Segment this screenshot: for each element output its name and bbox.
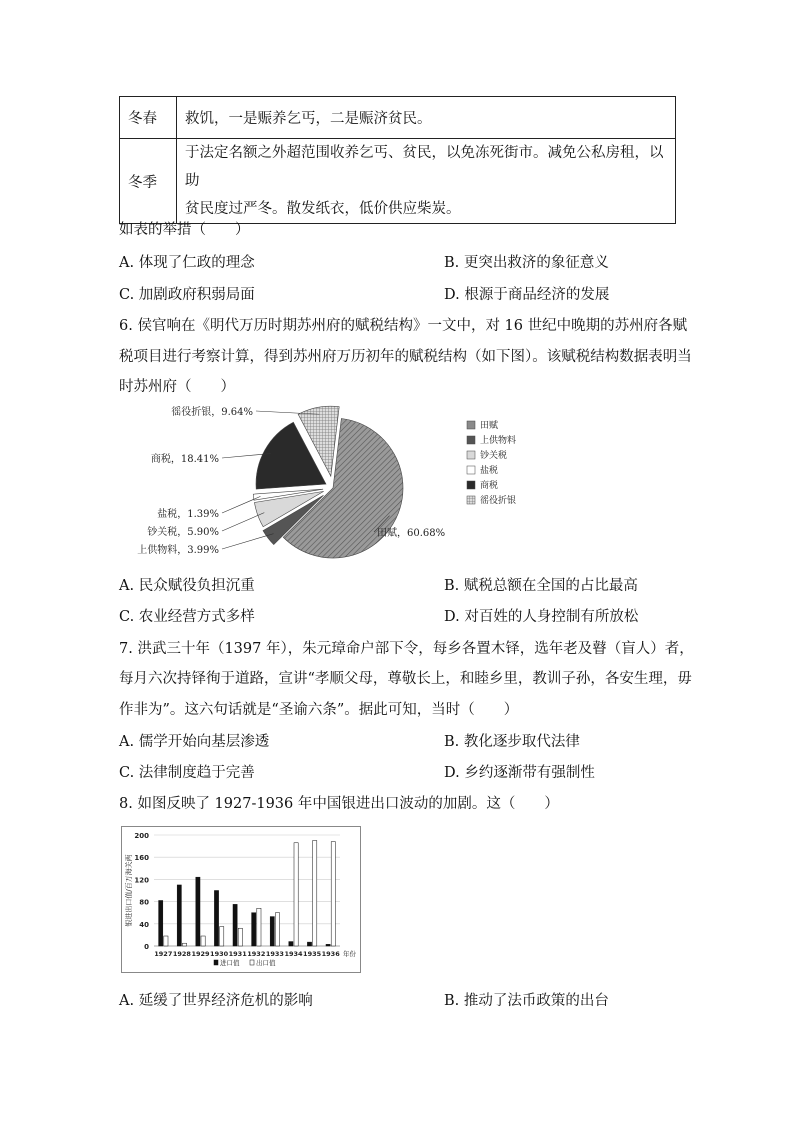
bar: [289, 942, 293, 946]
season-cell: 冬春: [120, 97, 177, 139]
content-line: 于法定名额之外超范围收养乞丐、贫民，以免冻死街市。减免公私房租，以助: [185, 145, 664, 189]
bar-legend-swatch: [214, 960, 218, 965]
pie-legend-swatch: [467, 466, 475, 474]
q6-stem-line: 时苏州府（ ）: [119, 379, 235, 395]
q7-stem-line: 作非为”。这六句话就是“圣谕六条”。据此可知，当时（ ）: [119, 702, 519, 718]
x-tick-label: 1932: [247, 950, 266, 958]
x-tick-label: 1929: [191, 950, 210, 958]
q5-stem: 如表的举措（ ）: [119, 222, 250, 238]
bar-legend-swatch: [250, 960, 254, 965]
x-tick-label: 1928: [172, 950, 191, 958]
pie-slice-label: 盐税，1.39%: [157, 509, 219, 520]
x-axis-label: 年份: [343, 950, 356, 958]
q7-stem-line: 7. 洪武三十年（1397 年），朱元璋命户部下令，每乡各置木铎，选年老及瞽（盲人）者，: [119, 641, 694, 657]
relief-table: [119, 96, 676, 224]
silver-trade-bar-chart: [122, 827, 360, 972]
q7-option-a[interactable]: A. 儒学开始向基层渗透: [119, 734, 270, 750]
x-tick-label: 1930: [210, 950, 229, 958]
q6-option-a[interactable]: A. 民众赋役负担沉重: [119, 578, 255, 594]
x-tick-label: 1927: [154, 950, 173, 958]
content-cell: [177, 139, 676, 224]
bar: [201, 936, 205, 946]
q6-stem-line: 税项目进行考察计算，得到苏州府万历初年的赋税结构（如下图）。该赋税结构数据表明当: [119, 349, 692, 365]
q7-option-d[interactable]: D. 乡约逐渐带有强制性: [444, 765, 595, 781]
q5-option-a[interactable]: A. 体现了仁政的理念: [119, 255, 255, 271]
bar: [294, 843, 298, 946]
bar: [196, 877, 200, 946]
pie-slice-label: 田赋，60.68%: [377, 528, 446, 539]
bar: [313, 841, 317, 946]
x-tick-label: 1933: [265, 950, 284, 958]
pie-slice-label: 商税，18.41%: [150, 454, 219, 465]
bar: [275, 913, 279, 946]
pie-legend-swatch: [467, 481, 475, 489]
x-tick-label: 1936: [321, 950, 340, 958]
content-line: 贫民度过严冬。散发纸衣，低价供应柴炭。: [185, 201, 461, 217]
q8-stem: 8. 如图反映了 1927-1936 年中国银进出口波动的加剧。这（ ）: [119, 796, 559, 812]
silver-trade-chart-frame: [121, 826, 361, 973]
bar: [214, 891, 218, 947]
bar: [307, 942, 311, 946]
pie-legend-label: 上供物料: [480, 436, 517, 446]
q6-option-c[interactable]: C. 农业经营方式多样: [119, 609, 255, 625]
pie-slice-label: 上供物料，3.99%: [137, 545, 219, 556]
pie-legend-swatch: [467, 436, 475, 444]
bar: [182, 943, 186, 946]
table-row: [120, 139, 676, 224]
pie-leader-line: [222, 513, 264, 531]
q6-option-d[interactable]: D. 对百姓的人身控制有所放松: [444, 609, 639, 625]
bar-legend-label: 出口值: [256, 959, 276, 967]
bar: [164, 936, 168, 946]
y-tick-label: 80: [139, 898, 149, 907]
q8-option-b[interactable]: B. 推动了法币政策的出台: [444, 993, 609, 1009]
y-tick-label: 0: [144, 943, 149, 951]
pie-legend-label: 田赋: [480, 421, 499, 431]
y-tick-label: 160: [134, 854, 149, 863]
bar-legend-label: 进口值: [220, 959, 240, 967]
pie-legend-swatch: [467, 496, 475, 504]
bar: [270, 917, 274, 946]
pie-legend-label: 商税: [480, 481, 499, 491]
bar: [326, 944, 330, 946]
table-row: [120, 97, 676, 139]
pie-slice-label: 钞关税，5.90%: [147, 527, 219, 538]
season-cell: 冬季: [120, 139, 177, 224]
bar: [233, 904, 237, 946]
pie-slice-label: 徭役折银，9.64%: [171, 407, 253, 418]
pie-legend-label: 徭役折银: [480, 496, 517, 506]
pie-legend-label: 盐税: [480, 466, 499, 476]
content-cell: 救饥，一是赈养乞丐，二是赈济贫民。: [177, 97, 676, 139]
y-tick-label: 120: [134, 876, 149, 885]
pie-legend-label: 钞关税: [480, 451, 508, 461]
q7-option-b[interactable]: B. 教化逐步取代法律: [444, 734, 580, 750]
bar: [252, 913, 256, 946]
x-tick-label: 1935: [303, 950, 322, 958]
q5-option-c[interactable]: C. 加剧政府积弱局面: [119, 287, 255, 303]
x-tick-label: 1934: [284, 950, 303, 958]
q6-stem-line: 6. 侯官响在《明代万历时期苏州府的赋税结构》一文中，对 16 世纪中晚期的苏州府各赋: [119, 318, 688, 334]
y-tick-label: 40: [139, 920, 149, 929]
pie-leader-line: [222, 534, 274, 549]
bar: [159, 900, 163, 946]
bar: [220, 927, 224, 946]
bar: [257, 908, 261, 946]
q5-option-d[interactable]: D. 根源于商品经济的发展: [444, 287, 610, 303]
y-tick-label: 200: [134, 832, 149, 840]
pie-legend-swatch: [467, 451, 475, 459]
tax-structure-pie-chart: [115, 402, 545, 564]
bar: [331, 842, 335, 946]
q8-option-a[interactable]: A. 延缓了世界经济危机的影响: [119, 993, 313, 1009]
q6-option-b[interactable]: B. 赋税总额在全国的占比最高: [444, 578, 638, 594]
q5-option-b[interactable]: B. 更突出救济的象征意义: [444, 255, 609, 271]
x-tick-label: 1931: [228, 950, 247, 958]
bar: [238, 928, 242, 946]
bar: [177, 885, 181, 946]
y-axis-label: 银进出口值/百万海关两: [125, 854, 133, 927]
q7-stem-line: 每月六次持铎徇于道路，宣讲“孝顺父母，尊敬长上，和睦乡里，教训子孙，各安生理，毋: [119, 671, 692, 687]
q7-option-c[interactable]: C. 法律制度趋于完善: [119, 765, 255, 781]
pie-legend-swatch: [467, 421, 475, 429]
